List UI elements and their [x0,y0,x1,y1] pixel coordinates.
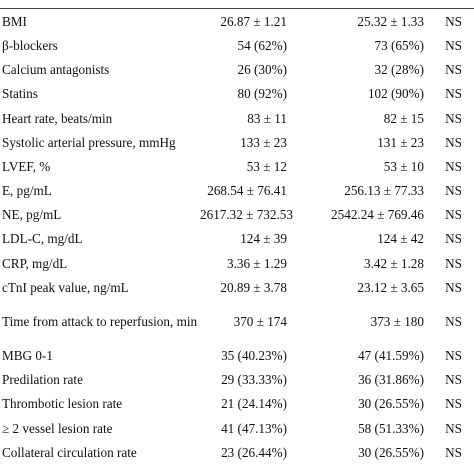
row-label: Thrombotic lesion rate [2,396,123,412]
group2-value: 32 (28%) [374,62,424,78]
p-value: NS [445,37,462,53]
p-value: NS [445,207,462,223]
group1-value: 41 (47.13%) [221,420,287,436]
p-value [430,0,474,9]
group1-value [200,0,305,9]
group2-value: 124 ± 42 [377,231,424,247]
row-label: LDL-C, mg/dL [2,231,83,247]
p-value: NS [445,313,462,329]
row-label: LVEF, % [2,158,51,174]
row-label: Calcium antagonists [2,62,110,78]
table-row [0,392,474,416]
row-label: BMI [2,13,27,29]
table-row [0,0,474,9]
group2-value: 256.13 ± 77.33 [344,183,424,199]
group1-value: 20.89 ± 3.78 [220,279,287,295]
p-value: NS [445,279,462,295]
group2-value: 23.12 ± 3.65 [357,279,424,295]
table-row [0,154,474,178]
group1-value: 26.87 ± 1.21 [220,13,287,29]
group2-value: 82 ± 15 [383,110,424,126]
row-label [0,0,200,9]
group1-value: 83 ± 11 [247,110,287,126]
row-label: ≥ 2 vessel lesion rate [2,420,113,436]
row-label: Collateral circulation rate [2,444,137,460]
group2-value: 2542.24 ± 769.46 [331,207,424,223]
p-value: NS [445,372,462,388]
table-row [0,203,474,227]
group1-value: 21 (24.14%) [221,396,287,412]
group1-value: 370 ± 174 [233,313,287,329]
row-label: MBG 0-1 [2,348,53,364]
p-value: NS [445,158,462,174]
group2-value: 73 (65%) [374,37,424,53]
group2-value: 47 (41.59%) [358,348,424,364]
group1-value: 133 ± 23 [240,134,287,150]
table-row [0,368,474,392]
group2-value: 3.42 ± 1.28 [364,255,424,271]
group2-value: 58 (51.33%) [358,420,424,436]
group1-value: 29 (33.33%) [221,372,287,388]
table-row [0,179,474,203]
group1-value: 124 ± 39 [240,231,287,247]
p-value: NS [445,348,462,364]
row-label: Predilation rate [2,372,83,388]
table-row [0,58,474,82]
p-value: NS [445,86,462,102]
group2-value: 102 (90%) [367,86,424,102]
p-value: NS [445,396,462,412]
table-row [0,227,474,251]
group1-value: 54 (62%) [237,37,287,53]
group2-value: 36 (31.86%) [358,372,424,388]
row-label: Statins [2,86,38,102]
group1-value: 26 (30%) [237,62,287,78]
p-value: NS [445,231,462,247]
group2-value: 131 ± 23 [377,134,424,150]
table-row [0,440,474,464]
table-row [0,299,474,343]
p-value: NS [445,255,462,271]
group2-value: 53 ± 10 [383,158,424,174]
row-label: Heart rate, beats/min [2,110,113,126]
table-row [0,106,474,130]
p-value: NS [445,13,462,29]
group1-value: 23 (26.44%) [221,444,287,460]
group2-value: 25.32 ± 1.33 [357,13,424,29]
row-label: CRP, mg/dL [2,255,68,271]
p-value: NS [445,62,462,78]
p-value: NS [445,134,462,150]
table-row [0,251,474,275]
group1-value: 53 ± 12 [246,158,287,174]
group1-value: 268.54 ± 76.41 [207,183,287,199]
group1-value: 35 (40.23%) [221,348,287,364]
table-row [0,130,474,154]
table-row [0,9,474,34]
row-label: Time from attack to reperfusion, min [2,313,198,329]
group2-value: 30 (26.55%) [358,396,424,412]
row-label: Systolic arterial pressure, mmHg [2,134,176,150]
group2-value: 373 ± 180 [370,313,424,329]
table-row [0,343,474,367]
group1-value: 2617.32 ± 732.53 [200,207,293,223]
table-row [0,33,474,57]
group1-value: 80 (92%) [237,86,287,102]
p-value: NS [445,110,462,126]
row-label: β-blockers [2,37,58,53]
row-label: NE, pg/mL [2,207,62,223]
p-value: NS [445,183,462,199]
group2-value: 30 (26.55%) [358,444,424,460]
table-row [0,416,474,440]
table-row [0,82,474,106]
p-value: NS [445,420,462,436]
group1-value: 3.36 ± 1.29 [227,255,287,271]
row-label: E, pg/mL [2,183,52,199]
row-label: cTnI peak value, ng/mL [2,279,129,295]
group2-value [305,0,430,9]
p-value: NS [445,444,462,460]
table-row [0,275,474,299]
